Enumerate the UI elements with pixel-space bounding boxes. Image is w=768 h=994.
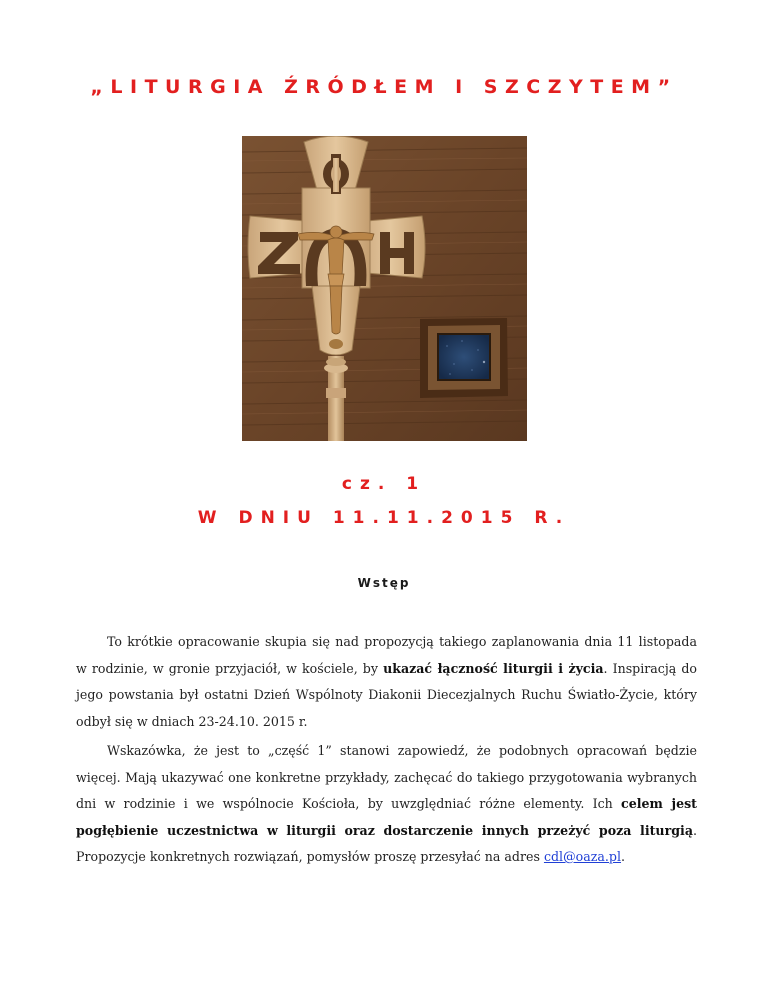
bold-phrase: ukazać łączność liturgii i życia [383, 660, 604, 676]
part-number: cz. 1 [341, 474, 427, 494]
paragraph-text: . Inspiracją do jego powstania był ostatni Dzień Wspólnoty Diakonii Diecezjalnych Ruchu Światło-Życie, który odbył się w dniach 23-24.10. 2015 r. [76, 660, 697, 729]
bold-phrase: celem jest pogłębienie uczestnictwa w liturgii oraz dostarczenie innych przeżyć poza liturgią [76, 796, 697, 838]
wooden-cross-with-crucifix-photo [242, 136, 527, 441]
document-title: „LITURGIA ŹRÓDŁEM I SZCZYTEM” [90, 76, 678, 98]
section-heading: Wstęp [357, 576, 411, 590]
paragraph-text: . [621, 849, 626, 864]
email-link[interactable]: cdl@oaza.pl [543, 849, 622, 864]
intro-paragraph [76, 629, 697, 735]
paragraph-text: To krótkie opracowanie skupia się nad propozycją takiego zaplanowania dnia 11 listopada w rodzinie, w gronie przyjaciół, w kościele, by [76, 634, 697, 676]
paragraph-text: . Propozycje konkretnych rozwiązań, pomysłów proszę przesyłać na adres [76, 822, 697, 864]
document-date: W DNIU 11.11.2015 R. [197, 508, 571, 528]
paragraph-text: Wskazówka, że jest to „część 1” stanowi zapowiedź, że podobnych opracowań będzie więcej. Mają ukazywać one konkretne przykłady, zachęcać do takiego przygotowania wybranych dni w rodzinie i we wspólnocie Kościoła, by uwzględniać różne elementy. Ich [76, 743, 697, 811]
cross-photo [242, 136, 527, 441]
hint-paragraph [76, 738, 697, 871]
